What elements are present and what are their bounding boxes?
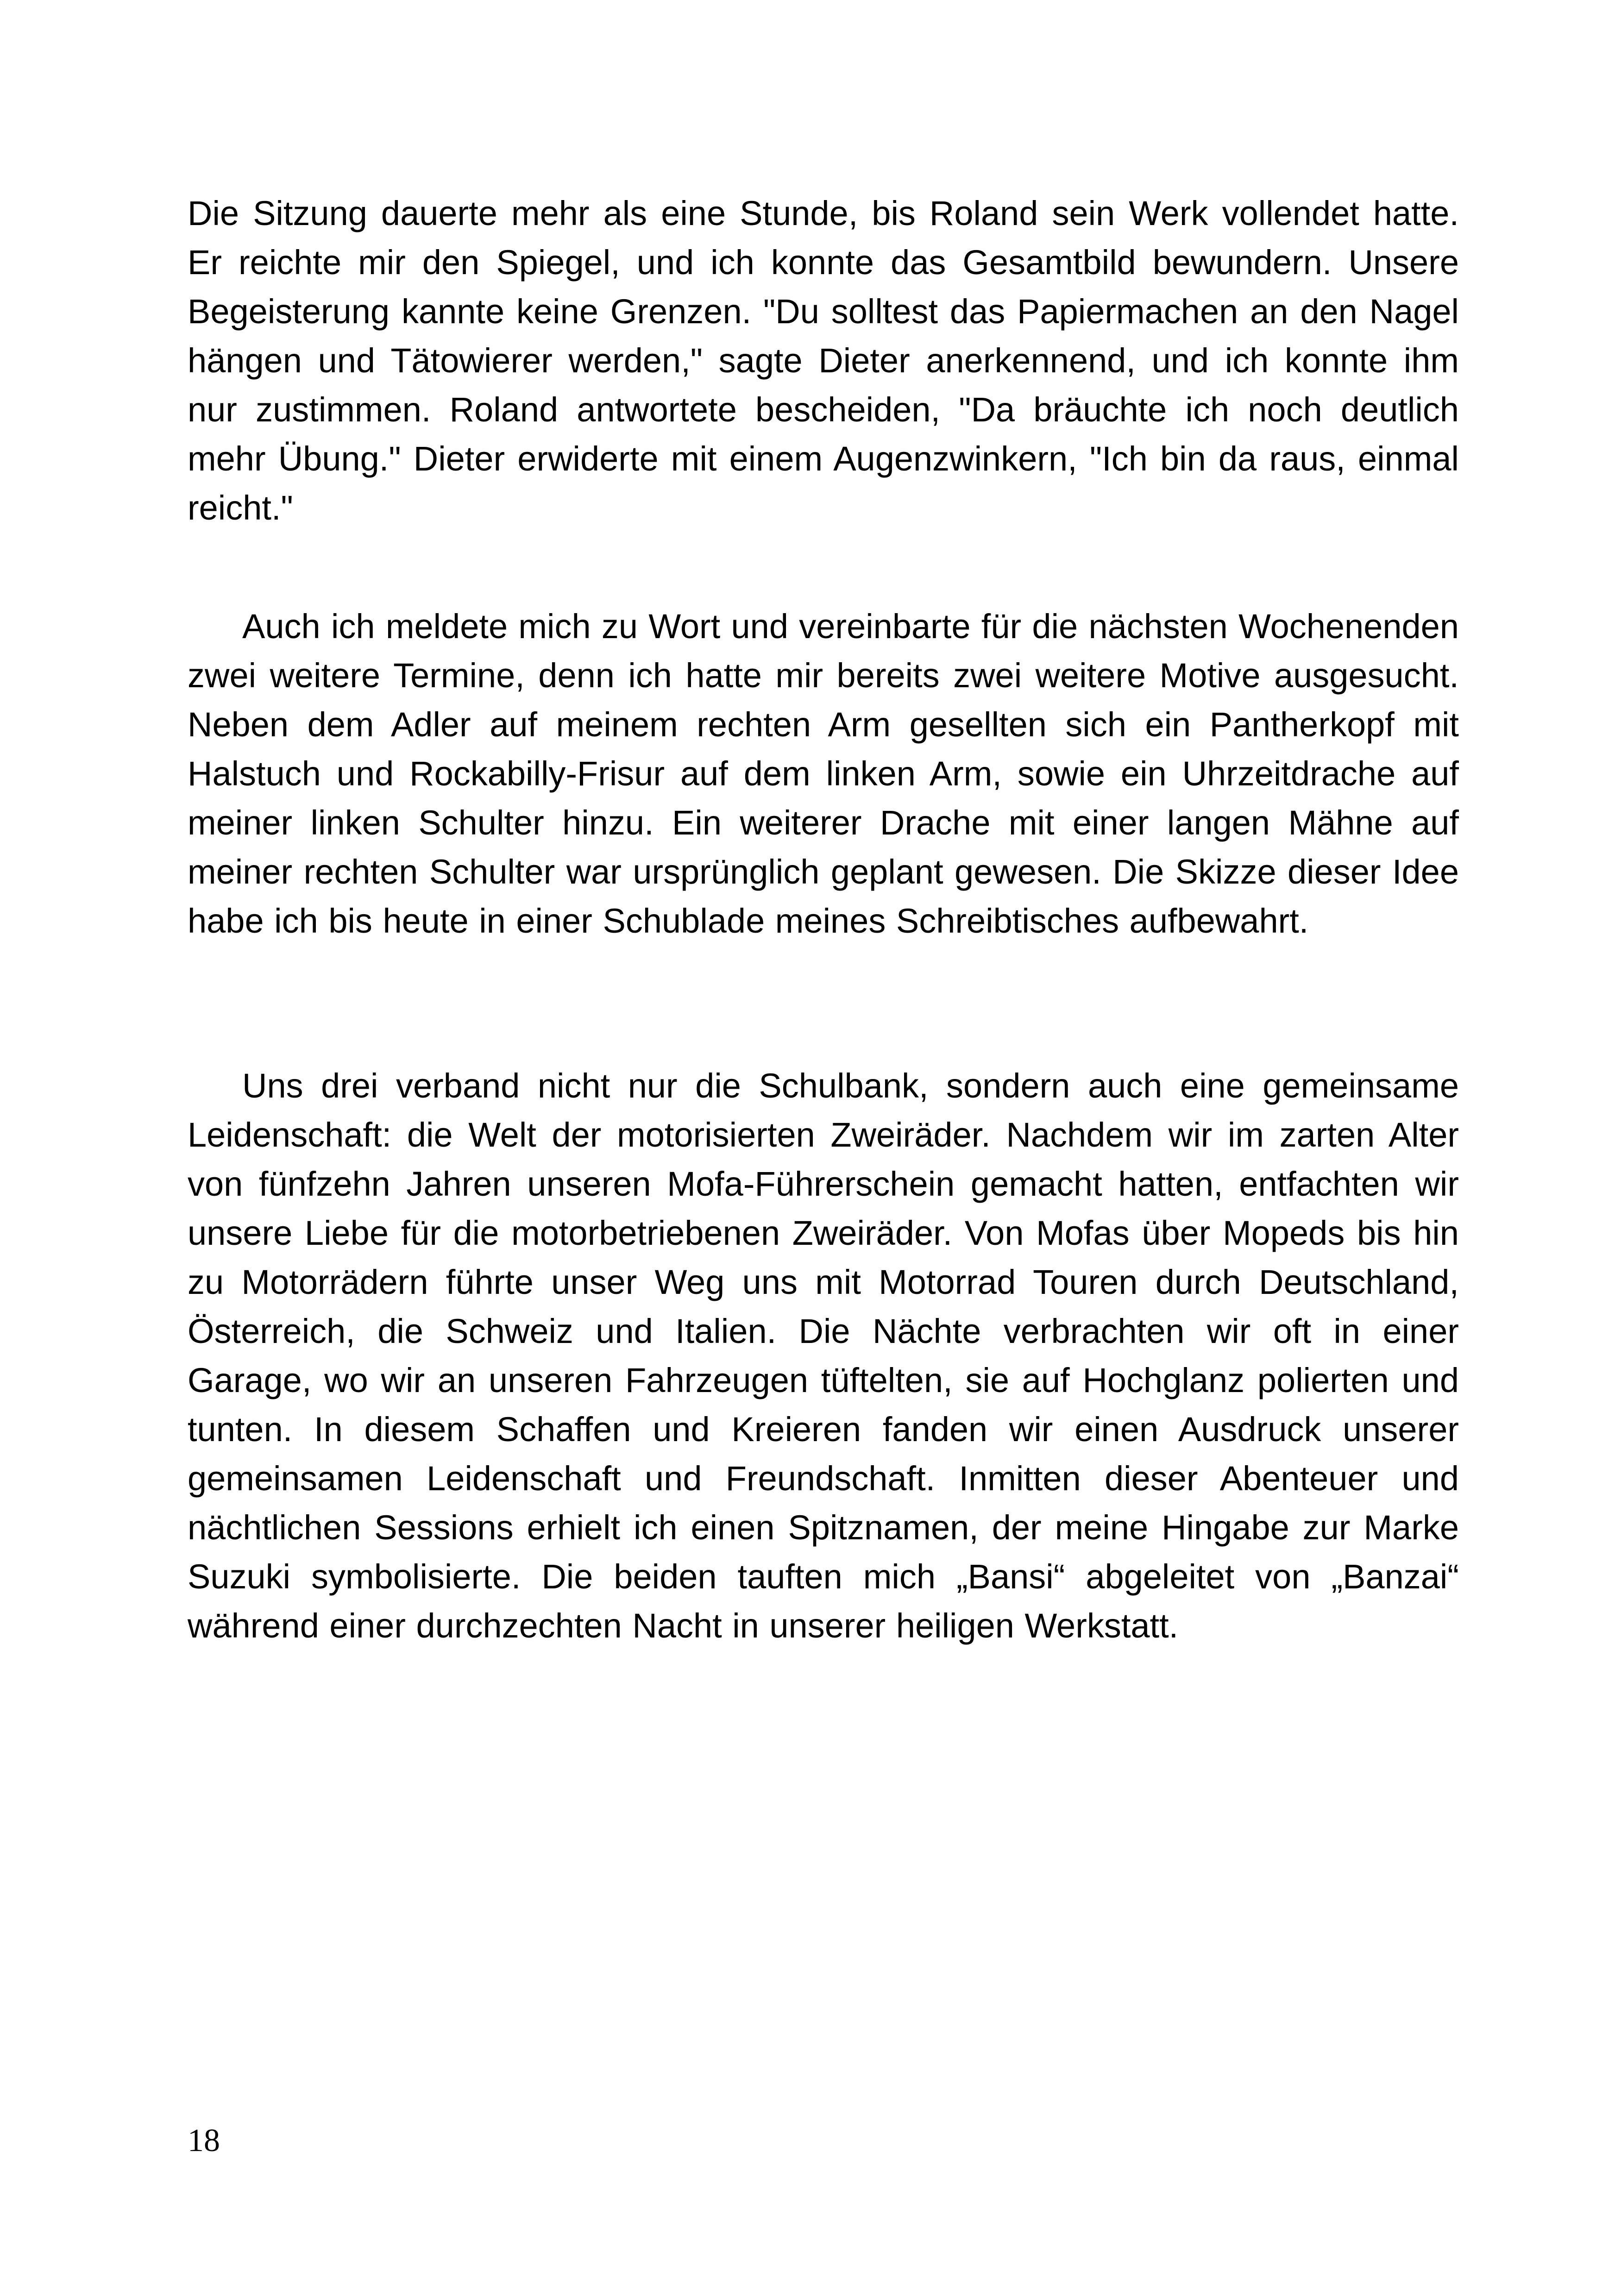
text-block (188, 189, 1459, 1650)
paragraph-1: Die Sitzung dauerte mehr als eine Stunde, bis Roland sein Werk vollendet hatte. Er reichte mir den Spiegel, und ich konnte das Gesamtbild bewundern. Unsere Begeisterung kannte keine Grenzen. "Du solltest das Papiermachen an den Nagel hängen und Tätowierer werden," sagte Dieter anerkennend, und ich konnte ihm nur zustimmen. Roland antwortete bescheiden, "Da bräuchte ich noch deutlich mehr Übung." Dieter erwiderte mit einem Augenzwinkern, "Ich bin da raus, einmal reicht." (188, 194, 1459, 527)
paragraph-2: Auch ich meldete mich zu Wort und vereinbarte für die nächsten Wochenenden zwei weitere Termine, denn ich hatte mir bereits zwei weitere Motive ausgesucht. Neben dem Adler auf meinem rechten Arm gesellten sich ein Pantherkopf mit Halstuch und Rockabilly-Frisur auf dem linken Arm, sowie ein Uhrzeitdrache auf meiner linken Schulter hinzu. Ein weiterer Drache mit einer langen Mähne auf meiner rechten Schulter war ursprünglich geplant gewesen. Die Skizze dieser Idee habe ich bis heute in einer Schublade meines Schreibtisches aufbewahrt. (188, 607, 1459, 940)
paragraph-3: Uns drei verband nicht nur die Schulbank, sondern auch eine gemeinsame Leidenschaft: die Welt der motorisierten Zweiräder. Nachdem wir im zarten Alter von fünfzehn Jahren unseren Mofa-Führerschein gemacht hatten, entfachten wir unsere Liebe für die motorbetriebenen Zweiräder. Von Mofas über Mopeds bis hin zu Motorrädern führte unser Weg uns mit Motorrad Touren durch Deutschland, Österreich, die Schweiz und Italien. Die Nächte verbrachten wir oft in einer Garage, wo wir an unseren Fahrzeugen tüftelten, sie auf Hochglanz polierten und tunten. In diesem Schaffen und Kreieren fanden wir einen Ausdruck unserer gemeinsamen Leidenschaft und Freundschaft. Inmitten dieser Abenteuer und nächtlichen Sessions erhielt ich einen Spitznamen, der meine Hingabe zur Marke Suzuki symbolisierte. Die beiden tauften mich „Bansi“ abgeleitet von „Banzai“ während einer durchzechten Nacht in unserer heiligen Werkstatt. (188, 1066, 1459, 1645)
page-number: 18 (188, 2123, 220, 2158)
